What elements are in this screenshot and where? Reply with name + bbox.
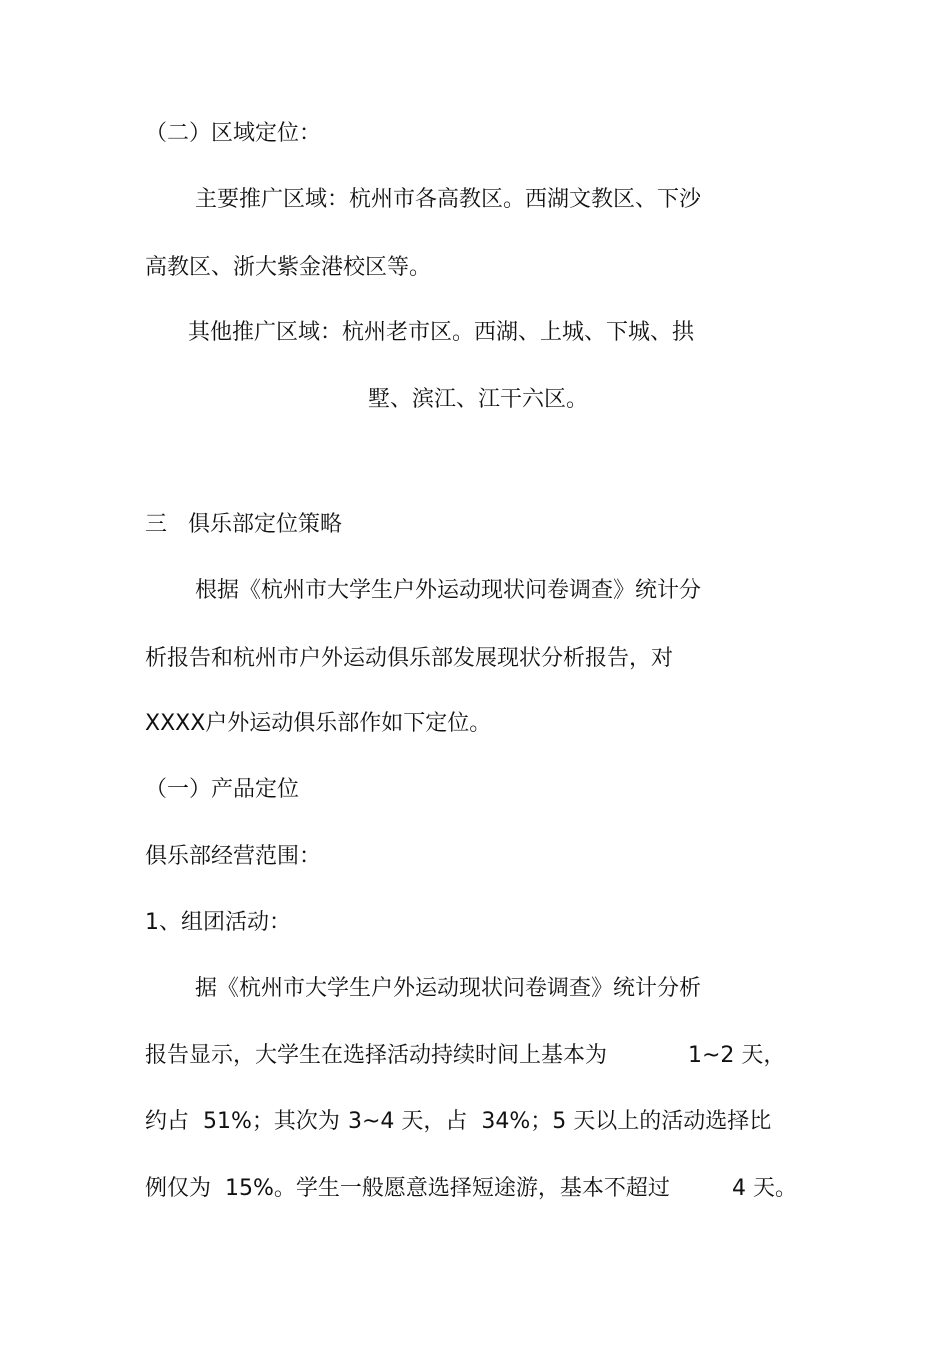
paragraph-2-line-2-start: 报告显示，大学生在选择活动持续时间上基本为 — [145, 1043, 608, 1068]
paragraph-2-line-2-end: 1~2 天， — [688, 1043, 786, 1068]
paragraph-2-line-3-end: 3~4 天，占 34%；5 天以上的活动选择比 — [348, 1109, 772, 1134]
paragraph-1-line-3: XXXX户外运动俱乐部作如下定位。 — [145, 711, 492, 736]
club-business-scope-label: 俱乐部经营范围： — [145, 844, 322, 869]
paragraph-2-line-3-start: 约占 51%；其次为 — [145, 1109, 340, 1134]
main-promotion-area-line-1: 主要推广区域：杭州市各高教区。西湖文教区、下沙 — [195, 187, 702, 212]
other-promotion-area-line-1: 其他推广区域：杭州老市区。西湖、上城、下城、拱 — [188, 320, 695, 345]
paragraph-2-line-1: 据《杭州市大学生户外运动现状问卷调查》统计分析 — [195, 976, 702, 1001]
section-heading-regional-positioning: （二）区域定位： — [145, 121, 322, 146]
other-promotion-area-line-2: 墅、滨江、江干六区。 — [368, 387, 589, 412]
paragraph-2-line-4-end: 4 天。 — [732, 1176, 797, 1201]
chapter-heading-club-positioning: 三 俱乐部定位策略 — [145, 512, 342, 537]
main-promotion-area-line-2: 高教区、浙大紫金港校区等。 — [145, 255, 432, 280]
section-heading-product-positioning: （一）产品定位 — [145, 777, 300, 802]
paragraph-2-line-4-start: 例仅为 15%。学生一般愿意选择短途游，基本不超过 — [145, 1176, 670, 1201]
paragraph-1-line-1: 根据《杭州市大学生户外运动现状问卷调查》统计分 — [195, 578, 702, 603]
paragraph-1-line-2: 析报告和杭州市户外运动俱乐部发展现状分析报告，对 — [145, 646, 674, 671]
item-1-group-activities: 1、组团活动： — [145, 910, 291, 935]
